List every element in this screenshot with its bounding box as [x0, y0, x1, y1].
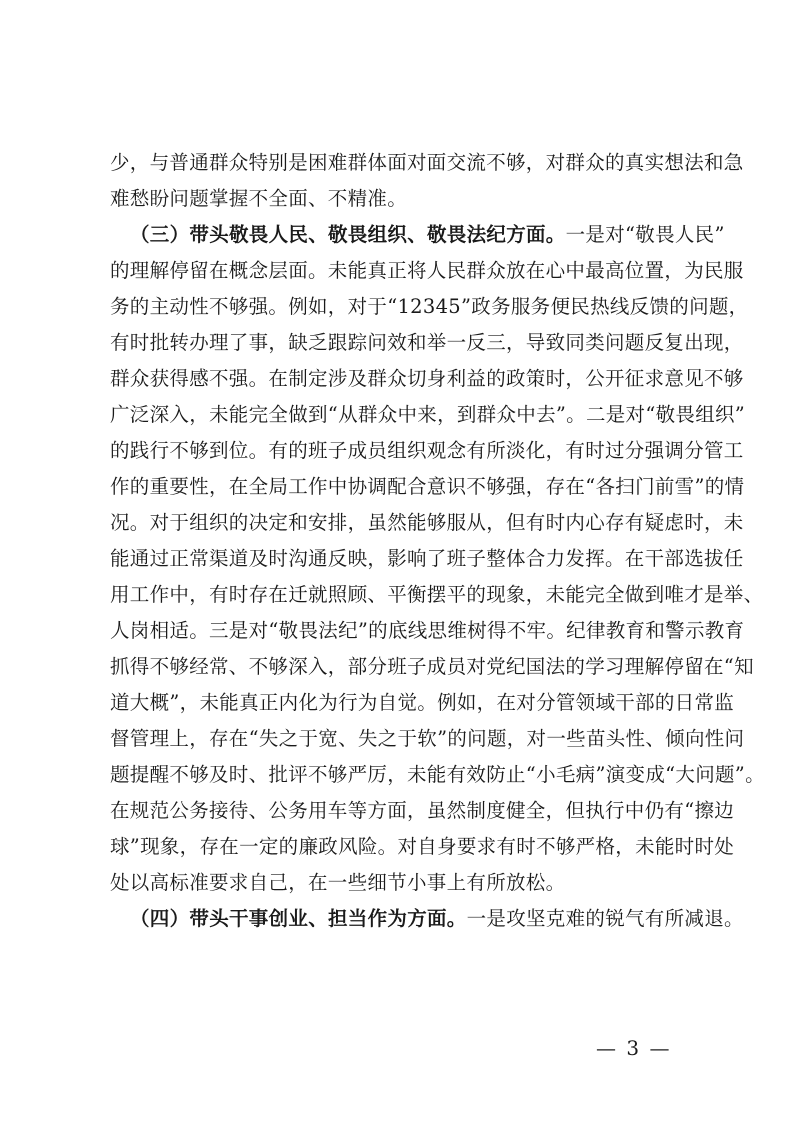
text-line: 用工作中，有时存在迁就照顾、平衡摆平的现象，未能完全做到唯才是举、: [110, 583, 764, 606]
text-line: 的践行不够到位。有的班子成员组织观念有所淡化，有时过分强调分管工: [110, 439, 744, 462]
text-line: 群众获得感不强。在制定涉及群众切身利益的政策时，公开征求意见不够: [110, 367, 744, 390]
text-line: 督管理上，存在“失之于宽、失之于软”的问题，对一些苗头性、倾向性问: [110, 727, 745, 750]
page-number: — 3 —: [596, 1036, 672, 1060]
text-line: 况。对于组织的决定和安排，虽然能够服从，但有时内心存有疑虑时，未: [110, 511, 744, 534]
text-line: 的理解停留在概念层面。未能真正将人民群众放在心中最高位置，为民服: [110, 259, 744, 282]
section-heading: （四）带头干事创业、担当作为方面。: [130, 907, 467, 930]
section-text: 一是攻坚克难的锐气有所减退。: [466, 907, 744, 930]
text-line: 难愁盼问题掌握不全面、不精准。: [110, 187, 408, 210]
text-line: 道大概”，未能真正内化为行为自觉。例如，在对分管领域干部的日常监: [110, 691, 735, 714]
text-line: 少，与普通群众特别是困难群体面对面交流不够，对群众的真实想法和急: [110, 151, 744, 174]
section-heading-line: [110, 901, 744, 937]
text-line: 人岗相适。三是对“敬畏法纪”的底线思维树得不牢。纪律教育和警示教育: [110, 619, 745, 642]
text-line: 抓得不够经常、不够深入，部分班子成员对党纪国法的学习理解停留在“知: [110, 655, 754, 678]
section-heading-line: [110, 217, 725, 253]
text-line: 题提醒不够及时、批评不够严厉，未能有效防止“小毛病”演变成“大问题”。: [110, 763, 765, 786]
text-line: 有时批转办理了事，缺乏跟踪问效和举一反三，导致同类问题反复出现，: [110, 331, 744, 354]
text-line: 在规范公务接待、公务用车等方面，虽然制度健全，但执行中仍有“擦边: [110, 799, 735, 822]
text-line: 处以高标准要求自己，在一些细节小事上有所放松。: [110, 871, 566, 894]
text-line: 作的重要性，在全局工作中协调配合意识不够强，存在“各扫门前雪”的情: [110, 475, 745, 498]
text-line: 广泛深入，未能完全做到“从群众中来，到群众中去”。二是对“敬畏组织”: [110, 403, 746, 426]
section-heading: （三）带头敬畏人民、敬畏组织、敬畏法纪方面。: [130, 223, 566, 246]
section-text: 一是对“敬畏人民”: [565, 223, 725, 246]
text-line: 务的主动性不够强。例如，对于“12345”政务服务便民热线反馈的问题，: [110, 295, 749, 318]
document-body: [110, 145, 765, 937]
text-line: 球”现象，存在一定的廉政风险。对自身要求有时不够严格，未能时时处: [110, 835, 735, 858]
text-line: 能通过正常渠道及时沟通反映，影响了班子整体合力发挥。在干部选拔任: [110, 547, 744, 570]
